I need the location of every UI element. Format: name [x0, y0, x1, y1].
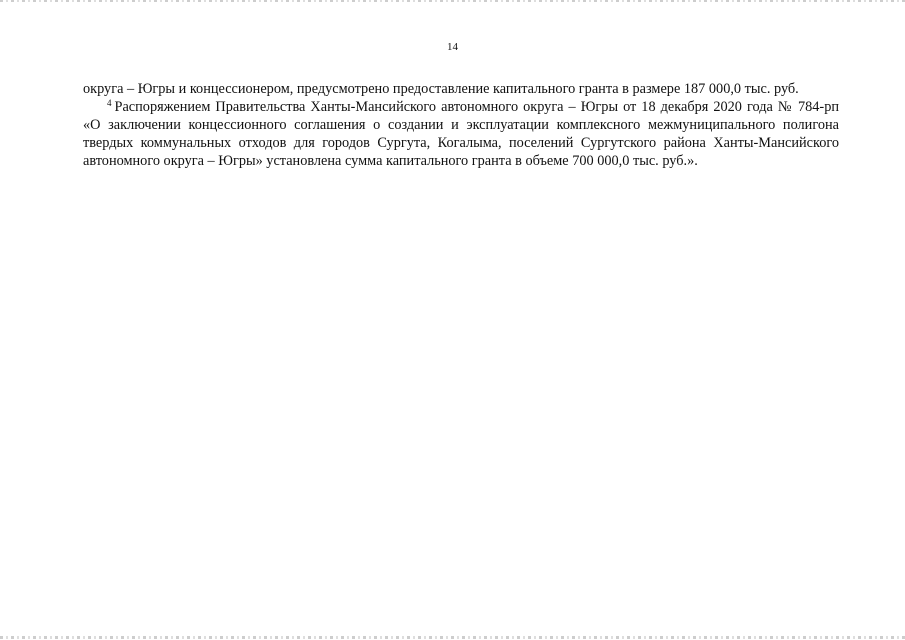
footnote-marker: 4	[107, 98, 112, 108]
scan-edge-top	[0, 0, 905, 2]
document-body	[83, 80, 839, 170]
page-number: 14	[447, 41, 458, 53]
footnote-4-text: Распоряжением Правительства Ханты-Мансийского автономного округа – Югры от 18 декабря 2020 года № 784-рп «О заключении концессионного соглашения о создании и эксплуатации комплексного межмуниципального полигона твердых коммунальных отходов для городов Сургута, Когалыма, поселений Сургутского района Ханты-Мансийского автономного округа – Югры» установлена сумма капитального гранта в объеме 700 000,0 тыс. руб.».	[83, 99, 839, 169]
footnote-4	[83, 98, 839, 170]
continuation-paragraph: округа – Югры и концессионером, предусмотрено предоставление капитального гранта в размере 187 000,0 тыс. руб.	[83, 81, 799, 97]
scan-edge-bottom	[0, 636, 905, 639]
